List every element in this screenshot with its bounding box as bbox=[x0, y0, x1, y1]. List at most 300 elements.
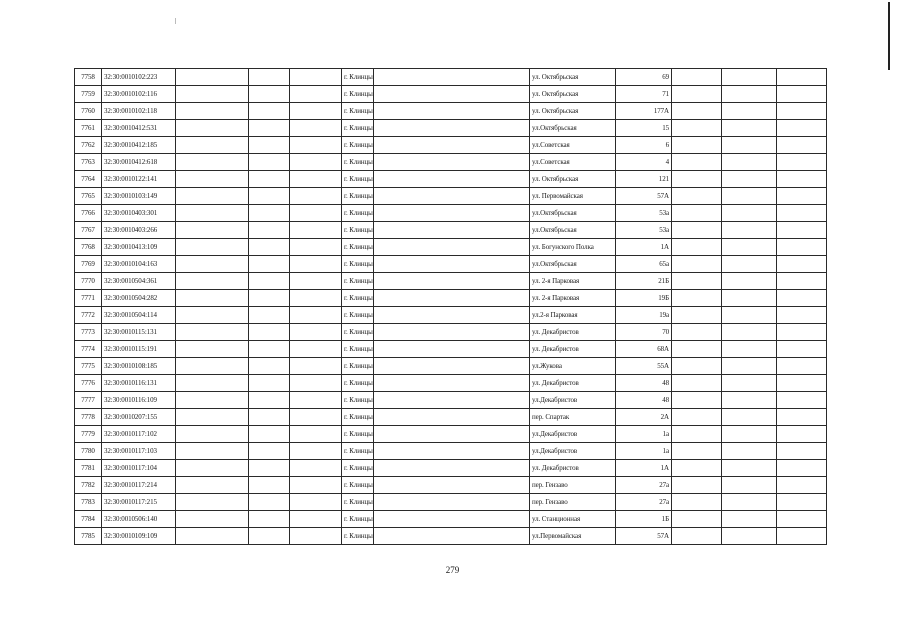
cadastral-number-cell: 32:30:0010102:223 bbox=[102, 69, 176, 86]
table-row bbox=[75, 528, 827, 545]
empty-cell bbox=[176, 86, 249, 103]
row-number-cell: 7783 bbox=[75, 494, 102, 511]
empty-cell bbox=[249, 375, 290, 392]
cadastral-number-cell: 32:30:0010116:131 bbox=[102, 375, 176, 392]
row-number-cell: 7763 bbox=[75, 154, 102, 171]
house-number-cell: 1А bbox=[616, 239, 672, 256]
empty-cell bbox=[249, 426, 290, 443]
house-number-cell: 27а bbox=[616, 494, 672, 511]
empty-cell bbox=[290, 120, 342, 137]
empty-cell bbox=[249, 511, 290, 528]
street-cell: пер. Спартак bbox=[530, 409, 616, 426]
empty-cell bbox=[290, 307, 342, 324]
empty-cell bbox=[249, 188, 290, 205]
city-cell: г. Клинцы bbox=[342, 324, 374, 341]
empty-cell bbox=[722, 69, 777, 86]
row-number-cell: 7773 bbox=[75, 324, 102, 341]
table-row bbox=[75, 307, 827, 324]
empty-cell bbox=[672, 188, 722, 205]
row-number-cell: 7779 bbox=[75, 426, 102, 443]
row-number-cell: 7765 bbox=[75, 188, 102, 205]
city-cell: г. Клинцы bbox=[342, 341, 374, 358]
empty-cell bbox=[290, 86, 342, 103]
empty-cell bbox=[249, 273, 290, 290]
empty-cell bbox=[672, 273, 722, 290]
empty-cell bbox=[672, 511, 722, 528]
empty-cell bbox=[290, 494, 342, 511]
cadastral-number-cell: 32:30:0010117:102 bbox=[102, 426, 176, 443]
city-cell: г. Клинцы bbox=[342, 392, 374, 409]
empty-cell bbox=[374, 392, 530, 409]
house-number-cell: 121 bbox=[616, 171, 672, 188]
empty-cell bbox=[672, 205, 722, 222]
empty-cell bbox=[777, 341, 827, 358]
empty-cell bbox=[374, 409, 530, 426]
house-number-cell: 69 bbox=[616, 69, 672, 86]
scan-edge-bar bbox=[888, 2, 890, 70]
street-cell: ул.2-я Парковая bbox=[530, 307, 616, 324]
empty-cell bbox=[290, 324, 342, 341]
city-cell: г. Клинцы bbox=[342, 103, 374, 120]
cadastral-number-cell: 32:30:0010103:149 bbox=[102, 188, 176, 205]
empty-cell bbox=[722, 222, 777, 239]
row-number-cell: 7766 bbox=[75, 205, 102, 222]
table-row bbox=[75, 290, 827, 307]
empty-cell bbox=[374, 477, 530, 494]
empty-cell bbox=[722, 273, 777, 290]
empty-cell bbox=[672, 69, 722, 86]
house-number-cell: 68А bbox=[616, 341, 672, 358]
empty-cell bbox=[374, 86, 530, 103]
table-row bbox=[75, 188, 827, 205]
empty-cell bbox=[176, 443, 249, 460]
empty-cell bbox=[374, 103, 530, 120]
street-cell: ул.Октябрьская bbox=[530, 205, 616, 222]
row-number-cell: 7780 bbox=[75, 443, 102, 460]
empty-cell bbox=[290, 392, 342, 409]
empty-cell bbox=[290, 290, 342, 307]
empty-cell bbox=[722, 256, 777, 273]
empty-cell bbox=[176, 290, 249, 307]
empty-cell bbox=[672, 307, 722, 324]
street-cell: ул. Октябрьская bbox=[530, 86, 616, 103]
empty-cell bbox=[672, 460, 722, 477]
empty-cell bbox=[777, 477, 827, 494]
empty-cell bbox=[176, 528, 249, 545]
row-number-cell: 7770 bbox=[75, 273, 102, 290]
house-number-cell: 71 bbox=[616, 86, 672, 103]
table-row bbox=[75, 256, 827, 273]
empty-cell bbox=[374, 137, 530, 154]
empty-cell bbox=[777, 154, 827, 171]
street-cell: ул.Советская bbox=[530, 137, 616, 154]
cadastral-number-cell: 32:30:0010412:185 bbox=[102, 137, 176, 154]
street-cell: ул. Октябрьская bbox=[530, 103, 616, 120]
empty-cell bbox=[777, 426, 827, 443]
empty-cell bbox=[249, 239, 290, 256]
empty-cell bbox=[722, 477, 777, 494]
empty-cell bbox=[176, 460, 249, 477]
empty-cell bbox=[249, 137, 290, 154]
row-number-cell: 7778 bbox=[75, 409, 102, 426]
street-cell: ул. Октябрьская bbox=[530, 171, 616, 188]
table-row bbox=[75, 375, 827, 392]
empty-cell bbox=[672, 375, 722, 392]
row-number-cell: 7762 bbox=[75, 137, 102, 154]
street-cell: ул.Советская bbox=[530, 154, 616, 171]
empty-cell bbox=[176, 256, 249, 273]
empty-cell bbox=[290, 256, 342, 273]
house-number-cell: 2А bbox=[616, 409, 672, 426]
cadastral-number-cell: 32:30:0010122:141 bbox=[102, 171, 176, 188]
street-cell: ул. Декабристов bbox=[530, 375, 616, 392]
house-number-cell: 19Б bbox=[616, 290, 672, 307]
empty-cell bbox=[290, 154, 342, 171]
empty-cell bbox=[290, 528, 342, 545]
empty-cell bbox=[722, 307, 777, 324]
empty-cell bbox=[374, 324, 530, 341]
house-number-cell: 1а bbox=[616, 426, 672, 443]
empty-cell bbox=[176, 392, 249, 409]
house-number-cell: 55А bbox=[616, 358, 672, 375]
house-number-cell: 65а bbox=[616, 256, 672, 273]
cadastral-number-cell: 32:30:0010403:301 bbox=[102, 205, 176, 222]
empty-cell bbox=[722, 528, 777, 545]
cadastral-number-cell: 32:30:0010504:114 bbox=[102, 307, 176, 324]
table-row bbox=[75, 443, 827, 460]
empty-cell bbox=[374, 273, 530, 290]
street-cell: ул.Октябрьская bbox=[530, 120, 616, 137]
table-row bbox=[75, 69, 827, 86]
street-cell: пер. Гензаво bbox=[530, 494, 616, 511]
cadastral-number-cell: 32:30:0010117:104 bbox=[102, 460, 176, 477]
house-number-cell: 1Б bbox=[616, 511, 672, 528]
table-row bbox=[75, 426, 827, 443]
empty-cell bbox=[374, 494, 530, 511]
empty-cell bbox=[672, 477, 722, 494]
row-number-cell: 7774 bbox=[75, 341, 102, 358]
house-number-cell: 57А bbox=[616, 528, 672, 545]
street-cell: ул.Первомайская bbox=[530, 528, 616, 545]
house-number-cell: 57А bbox=[616, 188, 672, 205]
empty-cell bbox=[722, 137, 777, 154]
empty-cell bbox=[249, 256, 290, 273]
city-cell: г. Клинцы bbox=[342, 69, 374, 86]
empty-cell bbox=[672, 494, 722, 511]
empty-cell bbox=[290, 477, 342, 494]
city-cell: г. Клинцы bbox=[342, 358, 374, 375]
empty-cell bbox=[672, 392, 722, 409]
empty-cell bbox=[374, 290, 530, 307]
house-number-cell: 15 bbox=[616, 120, 672, 137]
street-cell: ул.Декабристов bbox=[530, 392, 616, 409]
street-cell: ул. Первомайская bbox=[530, 188, 616, 205]
empty-cell bbox=[249, 307, 290, 324]
empty-cell bbox=[249, 290, 290, 307]
empty-cell bbox=[374, 443, 530, 460]
empty-cell bbox=[722, 324, 777, 341]
empty-cell bbox=[176, 120, 249, 137]
empty-cell bbox=[722, 511, 777, 528]
empty-cell bbox=[672, 86, 722, 103]
row-number-cell: 7776 bbox=[75, 375, 102, 392]
empty-cell bbox=[176, 307, 249, 324]
row-number-cell: 7769 bbox=[75, 256, 102, 273]
row-number-cell: 7771 bbox=[75, 290, 102, 307]
empty-cell bbox=[176, 188, 249, 205]
empty-cell bbox=[249, 103, 290, 120]
empty-cell bbox=[777, 511, 827, 528]
empty-cell bbox=[777, 307, 827, 324]
street-cell: ул.Жукова bbox=[530, 358, 616, 375]
street-cell: ул.Декабристов bbox=[530, 443, 616, 460]
row-number-cell: 7782 bbox=[75, 477, 102, 494]
empty-cell bbox=[777, 358, 827, 375]
empty-cell bbox=[374, 307, 530, 324]
table-row bbox=[75, 171, 827, 188]
city-cell: г. Клинцы bbox=[342, 409, 374, 426]
street-cell: пер. Гензаво bbox=[530, 477, 616, 494]
empty-cell bbox=[777, 222, 827, 239]
empty-cell bbox=[777, 460, 827, 477]
empty-cell bbox=[176, 375, 249, 392]
table-row bbox=[75, 273, 827, 290]
city-cell: г. Клинцы bbox=[342, 154, 374, 171]
row-number-cell: 7761 bbox=[75, 120, 102, 137]
cadastral-number-cell: 32:30:0010413:109 bbox=[102, 239, 176, 256]
street-cell: ул. Богунского Полка bbox=[530, 239, 616, 256]
empty-cell bbox=[374, 358, 530, 375]
table-row bbox=[75, 511, 827, 528]
empty-cell bbox=[777, 290, 827, 307]
city-cell: г. Клинцы bbox=[342, 528, 374, 545]
table-row bbox=[75, 222, 827, 239]
empty-cell bbox=[722, 171, 777, 188]
empty-cell bbox=[777, 494, 827, 511]
row-number-cell: 7775 bbox=[75, 358, 102, 375]
house-number-cell: 53а bbox=[616, 205, 672, 222]
empty-cell bbox=[290, 222, 342, 239]
empty-cell bbox=[176, 358, 249, 375]
empty-cell bbox=[290, 69, 342, 86]
empty-cell bbox=[777, 324, 827, 341]
empty-cell bbox=[722, 188, 777, 205]
house-number-cell: 27а bbox=[616, 477, 672, 494]
city-cell: г. Клинцы bbox=[342, 511, 374, 528]
empty-cell bbox=[722, 341, 777, 358]
empty-cell bbox=[672, 171, 722, 188]
city-cell: г. Клинцы bbox=[342, 188, 374, 205]
empty-cell bbox=[777, 256, 827, 273]
city-cell: г. Клинцы bbox=[342, 222, 374, 239]
empty-cell bbox=[290, 426, 342, 443]
cadastral-number-cell: 32:30:0010117:103 bbox=[102, 443, 176, 460]
row-number-cell: 7764 bbox=[75, 171, 102, 188]
house-number-cell: 19а bbox=[616, 307, 672, 324]
empty-cell bbox=[176, 409, 249, 426]
empty-cell bbox=[176, 154, 249, 171]
row-number-cell: 7772 bbox=[75, 307, 102, 324]
empty-cell bbox=[374, 120, 530, 137]
empty-cell bbox=[374, 460, 530, 477]
empty-cell bbox=[777, 409, 827, 426]
empty-cell bbox=[777, 171, 827, 188]
row-number-cell: 7760 bbox=[75, 103, 102, 120]
empty-cell bbox=[290, 171, 342, 188]
cadastral-number-cell: 32:30:0010504:361 bbox=[102, 273, 176, 290]
cadastral-number-cell: 32:30:0010207:155 bbox=[102, 409, 176, 426]
empty-cell bbox=[672, 358, 722, 375]
house-number-cell: 6 bbox=[616, 137, 672, 154]
empty-cell bbox=[176, 494, 249, 511]
table-row bbox=[75, 392, 827, 409]
empty-cell bbox=[290, 409, 342, 426]
street-cell: ул. Октябрьская bbox=[530, 69, 616, 86]
page-number: 279 bbox=[445, 565, 460, 575]
table-row bbox=[75, 239, 827, 256]
table-row bbox=[75, 120, 827, 137]
city-cell: г. Клинцы bbox=[342, 290, 374, 307]
empty-cell bbox=[290, 137, 342, 154]
city-cell: г. Клинцы bbox=[342, 171, 374, 188]
empty-cell bbox=[176, 137, 249, 154]
cadastral-number-cell: 32:30:0010115:131 bbox=[102, 324, 176, 341]
empty-cell bbox=[176, 426, 249, 443]
empty-cell bbox=[722, 409, 777, 426]
empty-cell bbox=[374, 171, 530, 188]
empty-cell bbox=[777, 69, 827, 86]
empty-cell bbox=[722, 358, 777, 375]
empty-cell bbox=[176, 511, 249, 528]
cadastral-number-cell: 32:30:0010104:163 bbox=[102, 256, 176, 273]
empty-cell bbox=[374, 375, 530, 392]
empty-cell bbox=[722, 103, 777, 120]
empty-cell bbox=[374, 188, 530, 205]
empty-cell bbox=[672, 528, 722, 545]
empty-cell bbox=[176, 171, 249, 188]
table-row bbox=[75, 477, 827, 494]
empty-cell bbox=[290, 460, 342, 477]
empty-cell bbox=[672, 290, 722, 307]
empty-cell bbox=[777, 273, 827, 290]
empty-cell bbox=[777, 120, 827, 137]
empty-cell bbox=[290, 358, 342, 375]
house-number-cell: 1а bbox=[616, 443, 672, 460]
empty-cell bbox=[176, 477, 249, 494]
empty-cell bbox=[722, 494, 777, 511]
city-cell: г. Клинцы bbox=[342, 460, 374, 477]
table-row bbox=[75, 460, 827, 477]
street-cell: ул. Станционная bbox=[530, 511, 616, 528]
empty-cell bbox=[249, 324, 290, 341]
empty-cell bbox=[672, 324, 722, 341]
cadastral-number-cell: 32:30:0010117:215 bbox=[102, 494, 176, 511]
cadastral-number-cell: 32:30:0010403:266 bbox=[102, 222, 176, 239]
city-cell: г. Клинцы bbox=[342, 273, 374, 290]
house-number-cell: 1А bbox=[616, 460, 672, 477]
cadastral-number-cell: 32:30:0010116:109 bbox=[102, 392, 176, 409]
empty-cell bbox=[777, 443, 827, 460]
empty-cell bbox=[722, 375, 777, 392]
city-cell: г. Клинцы bbox=[342, 307, 374, 324]
empty-cell bbox=[249, 392, 290, 409]
street-cell: ул.Октябрьская bbox=[530, 256, 616, 273]
cadastral-number-cell: 32:30:0010102:116 bbox=[102, 86, 176, 103]
house-number-cell: 21Б bbox=[616, 273, 672, 290]
city-cell: г. Клинцы bbox=[342, 137, 374, 154]
empty-cell bbox=[777, 375, 827, 392]
empty-cell bbox=[176, 69, 249, 86]
registry-table-body bbox=[75, 69, 827, 545]
empty-cell bbox=[722, 120, 777, 137]
empty-cell bbox=[290, 188, 342, 205]
empty-cell bbox=[249, 358, 290, 375]
empty-cell bbox=[176, 103, 249, 120]
street-cell: ул.Декабристов bbox=[530, 426, 616, 443]
street-cell: ул. 2-я Парковая bbox=[530, 290, 616, 307]
cadastral-number-cell: 32:30:0010108:185 bbox=[102, 358, 176, 375]
empty-cell bbox=[672, 341, 722, 358]
house-number-cell: 48 bbox=[616, 392, 672, 409]
empty-cell bbox=[249, 171, 290, 188]
empty-cell bbox=[249, 409, 290, 426]
city-cell: г. Клинцы bbox=[342, 239, 374, 256]
empty-cell bbox=[777, 528, 827, 545]
empty-cell bbox=[777, 188, 827, 205]
city-cell: г. Клинцы bbox=[342, 256, 374, 273]
empty-cell bbox=[777, 86, 827, 103]
row-number-cell: 7777 bbox=[75, 392, 102, 409]
empty-cell bbox=[249, 443, 290, 460]
scan-artifact-mark bbox=[175, 18, 176, 24]
city-cell: г. Клинцы bbox=[342, 426, 374, 443]
empty-cell bbox=[722, 154, 777, 171]
empty-cell bbox=[374, 154, 530, 171]
empty-cell bbox=[672, 103, 722, 120]
empty-cell bbox=[374, 511, 530, 528]
street-cell: ул. Декабристов bbox=[530, 460, 616, 477]
empty-cell bbox=[249, 154, 290, 171]
empty-cell bbox=[777, 392, 827, 409]
empty-cell bbox=[374, 256, 530, 273]
empty-cell bbox=[290, 103, 342, 120]
empty-cell bbox=[722, 86, 777, 103]
empty-cell bbox=[249, 528, 290, 545]
cadastral-number-cell: 32:30:0010109:109 bbox=[102, 528, 176, 545]
empty-cell bbox=[722, 426, 777, 443]
city-cell: г. Клинцы bbox=[342, 443, 374, 460]
cadastral-number-cell: 32:30:0010412:531 bbox=[102, 120, 176, 137]
table-row bbox=[75, 86, 827, 103]
empty-cell bbox=[249, 460, 290, 477]
registry-table bbox=[74, 68, 827, 545]
empty-cell bbox=[722, 205, 777, 222]
empty-cell bbox=[672, 120, 722, 137]
empty-cell bbox=[672, 154, 722, 171]
empty-cell bbox=[722, 392, 777, 409]
empty-cell bbox=[176, 205, 249, 222]
city-cell: г. Клинцы bbox=[342, 120, 374, 137]
empty-cell bbox=[374, 69, 530, 86]
empty-cell bbox=[290, 443, 342, 460]
empty-cell bbox=[777, 103, 827, 120]
empty-cell bbox=[672, 239, 722, 256]
city-cell: г. Клинцы bbox=[342, 86, 374, 103]
row-number-cell: 7768 bbox=[75, 239, 102, 256]
row-number-cell: 7759 bbox=[75, 86, 102, 103]
table-row bbox=[75, 341, 827, 358]
table-row bbox=[75, 205, 827, 222]
